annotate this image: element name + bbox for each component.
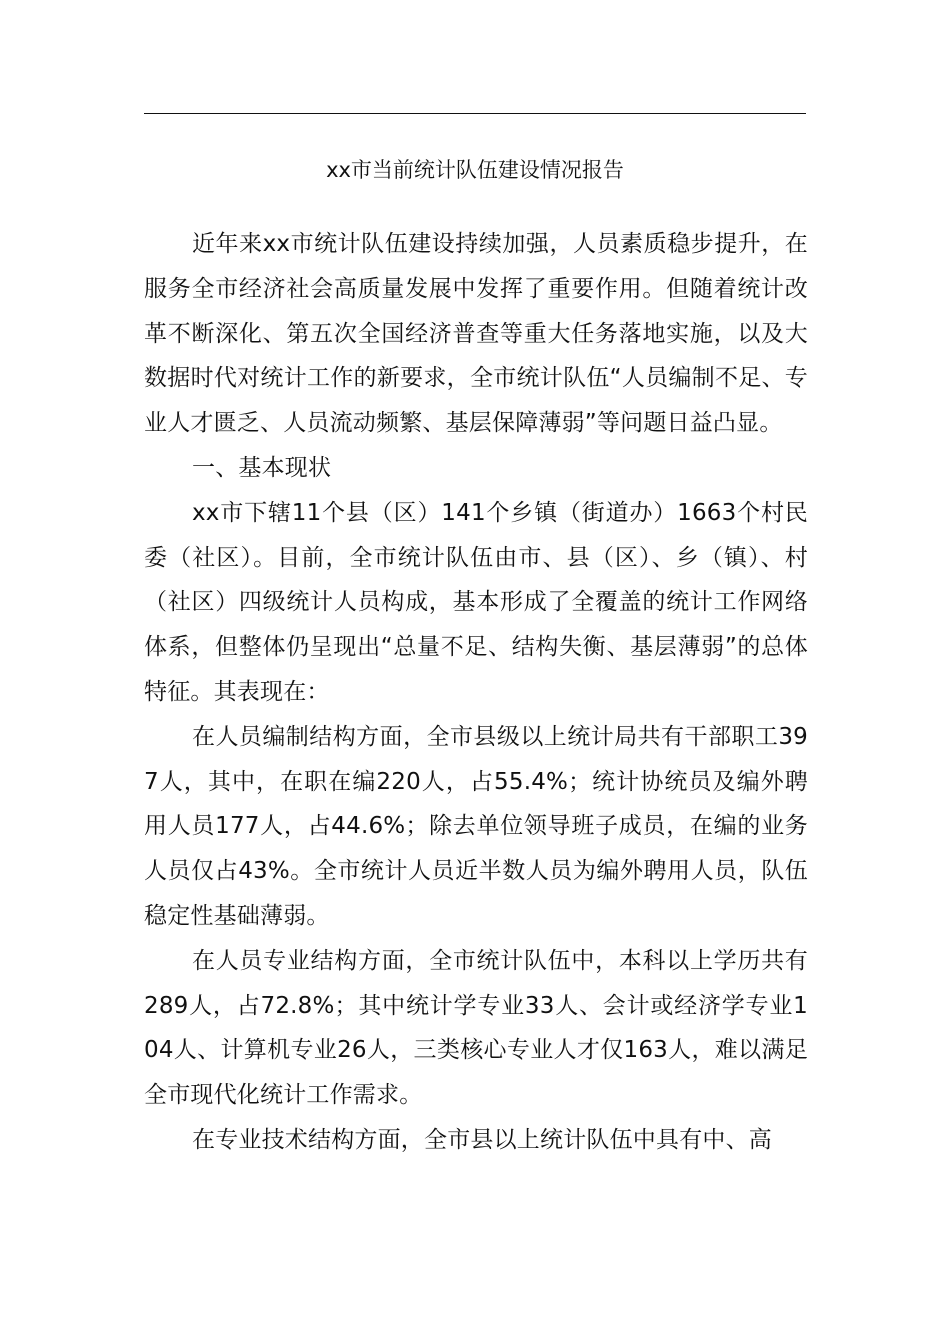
document-title: xx市当前统计队伍建设情况报告 [326, 158, 624, 182]
section-heading-basic-status: 一、基本现状 [192, 454, 332, 481]
header-rule [144, 113, 806, 114]
paragraph-overview: xx市下辖11个县（区）141个乡镇（街道办）1663个村民委（社区）。目前，全市统计队伍由市、县（区）、乡（镇）、村（社区）四级统计人员构成，基本形成了全覆盖的统计工作网络体系，但整体仍呈现出“总量不足、结构失衡、基层薄弱”的总体特征。其表现在： [144, 499, 808, 705]
paragraph-professional-structure: 在人员专业结构方面，全市统计队伍中，本科以上学历共有289人，占72.8%；其中统计学专业33人、会计或经济学专业104人、计算机专业26人，三类核心专业人才仅163人，难以满足全市现代化统计工作需求。 [144, 947, 808, 1109]
document-body [144, 222, 808, 1163]
paragraph-staffing-structure: 在人员编制结构方面，全市县级以上统计局共有干部职工397人，其中，在职在编220人，占55.4%；统计协统员及编外聘用人员177人，占44.6%；除去单位领导班子成员，在编的业务人员仅占43%。全市统计人员近半数人员为编外聘用人员，队伍稳定性基础薄弱。 [144, 723, 808, 929]
paragraph-intro: 近年来xx市统计队伍建设持续加强，人员素质稳步提升，在服务全市经济社会高质量发展中发挥了重要作用。但随着统计改革不断深化、第五次全国经济普查等重大任务落地实施，以及大数据时代对统计工作的新要求，全市统计队伍“人员编制不足、专业人才匮乏、人员流动频繁、基层保障薄弱”等问题日益凸显。 [144, 231, 808, 437]
paragraph-technical-structure: 在专业技术结构方面，全市县以上统计队伍中具有中、高 [192, 1126, 772, 1153]
